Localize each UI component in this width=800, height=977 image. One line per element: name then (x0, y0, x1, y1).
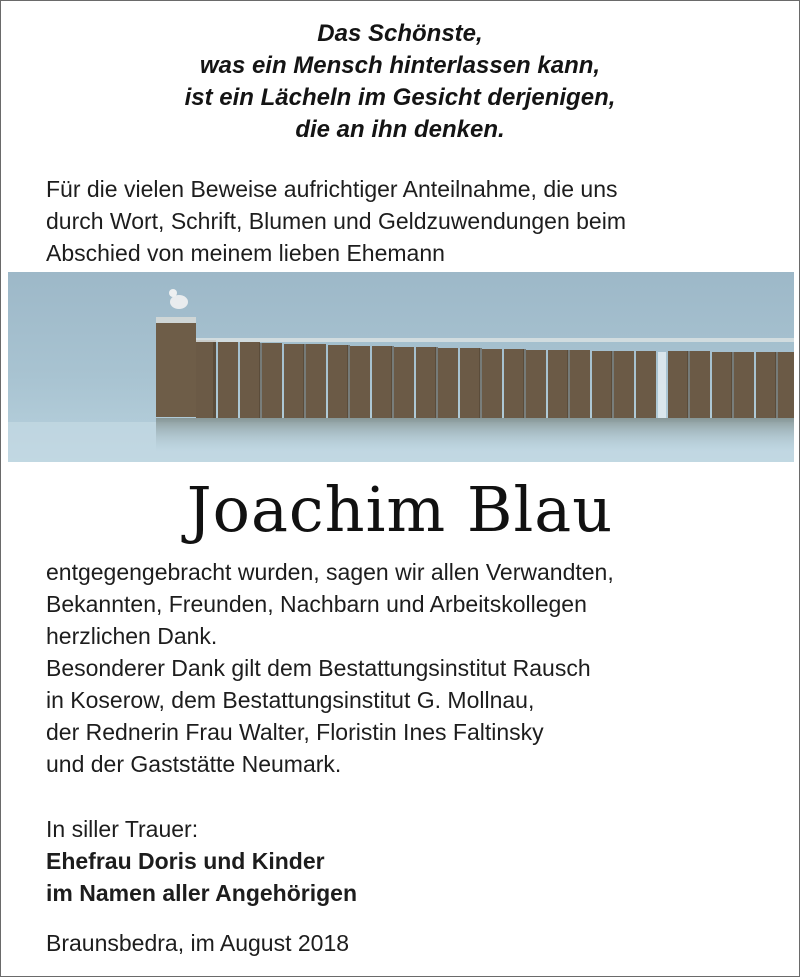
memorial-quote (0, 18, 800, 146)
intro-line: Abschied von meinem lieben Ehemann (46, 240, 445, 266)
quote-line: die an ihn denken. (295, 116, 505, 143)
thanks-line: entgegengebracht wurden, sagen wir allen Verwandten, (46, 559, 614, 585)
groyne-photo (8, 272, 794, 462)
mourning-block (46, 813, 357, 909)
family-line: im Namen aller Angehörigen (46, 880, 357, 906)
thanks-line: Besonderer Dank gilt dem Bestattungsinstitut Rausch (46, 655, 591, 681)
intro-paragraph (46, 173, 626, 269)
intro-line: durch Wort, Schrift, Blumen und Geldzuwendungen beim (46, 208, 626, 234)
thanks-line: herzlichen Dank. (46, 623, 218, 649)
seascape-image (8, 272, 794, 462)
quote-line: ist ein Lächeln im Gesicht derjenigen, (184, 84, 616, 111)
deceased-name: Joachim Blau (186, 473, 614, 546)
thanks-line: in Koserow, dem Bestattungsinstitut G. Mollnau, (46, 687, 535, 713)
thanks-line: und der Gaststätte Neumark. (46, 751, 342, 777)
thanks-line: Bekannten, Freunden, Nachbarn und Arbeitskollegen (46, 591, 587, 617)
quote-line: was ein Mensch hinterlassen kann, (199, 52, 601, 79)
mourning-label: In siller Trauer: (46, 816, 199, 842)
thanks-paragraph (46, 556, 614, 780)
intro-line: Für die vielen Beweise aufrichtiger Anteilnahme, die uns (46, 176, 618, 202)
place-date: Braunsbedra, im August 2018 (46, 930, 350, 956)
thanks-line: der Rednerin Frau Walter, Floristin Ines Faltinsky (46, 719, 544, 745)
quote-line: Das Schönste, (317, 20, 483, 47)
family-line: Ehefrau Doris und Kinder (46, 848, 325, 874)
